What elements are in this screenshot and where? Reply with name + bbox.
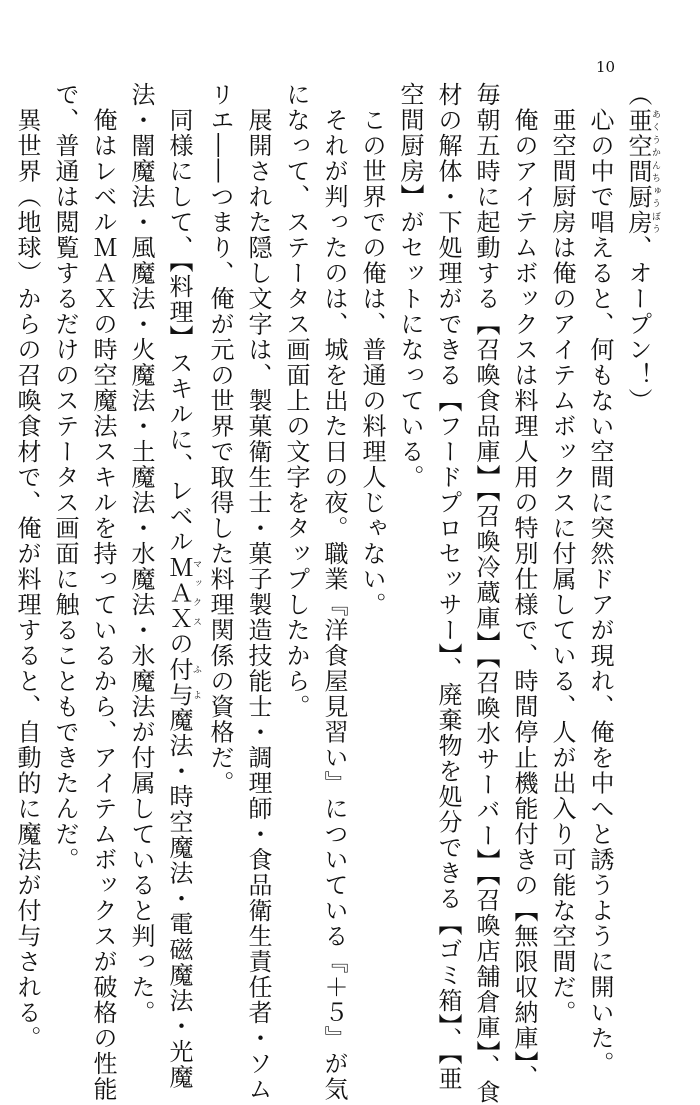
text-column-15: 俺はレベルＭＡＸの時空魔法スキルを持っているから、アイテムボックスが破格の性能: [89, 82, 117, 1102]
text-column-8: この世界での俺は、普通の料理人じゃない。: [358, 82, 386, 618]
text-fragment: 、オープン！）: [624, 235, 652, 414]
page-number: 10: [596, 58, 616, 76]
text-column-7: 空間厨房】がセットになっている。: [396, 82, 424, 490]
furigana-ruby: [165, 656, 201, 708]
text-column-9: それが判ったのは、城を出た日の夜。職業『洋食屋見習い』についている『＋５』が気: [320, 82, 348, 1102]
text-column-10: になって、ステータス画面上の文字をタップしたから。: [282, 82, 310, 720]
text-fragment: （: [624, 82, 652, 108]
ruby-text: あくうかんちゅうぼう: [650, 107, 660, 235]
text-column-5: 毎朝五時に起動する【召喚食品庫】【召喚冷蔵庫】【召喚水サーバー】【召喚店舗倉庫】、食: [472, 82, 500, 1105]
ruby-text: マックス: [191, 554, 201, 631]
text-column-12: リエ――つまり、俺が元の世界で取得した料理関係の資格だ。: [206, 82, 234, 796]
text-fragment: の: [165, 631, 193, 657]
furigana-ruby: [165, 554, 201, 632]
furigana-ruby: [624, 107, 660, 236]
text-column-1: [619, 82, 660, 982]
text-column-16: で、普通は閲覧するだけのステータス画面に触ることもできたんだ。: [51, 82, 79, 873]
text-column-4: 俺のアイテムボックスは料理人用の特別仕様で、時間停止機能付きの【無限収納庫】、: [510, 82, 538, 1090]
text-column-17: 異世界（地球）からの召喚食材で、俺が料理すると、自動的に魔法が付与される。: [13, 82, 41, 1051]
ruby-base: 亜空間厨房: [624, 107, 652, 235]
ruby-base: 付与: [165, 656, 193, 708]
text-column-2: 心の中で唱えると、何もない空間に突然ドアが現れ、俺を中へと誘うように開いた。: [586, 82, 614, 1077]
vertical-text-body: [13, 82, 660, 1105]
text-fragment: 魔法・時空魔法・電磁魔法・光魔: [165, 707, 193, 1090]
ruby-text: ふよ: [191, 656, 201, 708]
text-column-14: 法・闇魔法・風魔法・火魔法・土魔法・水魔法・氷魔法が付属していると判った。: [127, 82, 155, 1026]
text-column-11: 展開された隠し文字は、製菓衛生士・菓子製造技能士・調理師・食品衛生責任者・ソム: [244, 82, 272, 1102]
ruby-base: ＭＡＸ: [165, 554, 193, 631]
text-column-6: 材の解体・下処理ができる【フードプロセッサー】、廃棄物を処分できる【ゴミ箱】、【亜: [434, 82, 462, 1092]
text-fragment: 同様にして、【料理】スキルに、レベル: [165, 82, 193, 555]
text-column-13: [160, 82, 201, 1090]
text-column-3: 亜空間厨房は俺のアイテムボックスに付属している、人が出入り可能な空間だ。: [548, 82, 576, 1026]
